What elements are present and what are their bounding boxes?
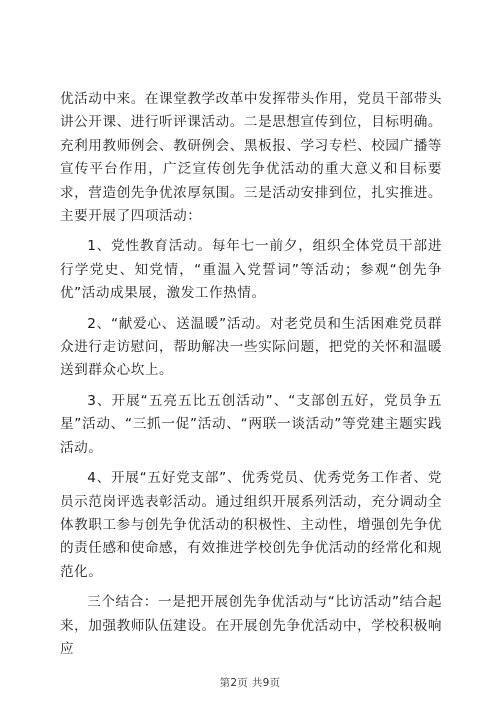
page-number-footer: 第2页 共9页: [219, 677, 281, 689]
document-body: [60, 88, 442, 668]
paragraph-three-combinations: 三个结合：一是把开展创先争优活动与“比访活动”结合起来，加强教师队伍建设。在开展创先争优活动中，学校积极响应: [60, 594, 442, 657]
paragraph-item-2: 2、“献爱心、送温暖”活动。对老党员和生活困难党员群众进行走访慰问，帮助解决一些实际问题，把党的关怀和温暖送到群众心坎上。: [60, 315, 442, 379]
paragraph-item-1: 1、党性教育活动。每年七一前夕，组织全体党员干部进行学党史、知党情，“重温入党誓词”等活动；参观“创先争优”活动成果展，激发工作热情。: [60, 238, 442, 302]
paragraph-item-4: 4、开展“五好党支部”、优秀党员、优秀党务工作者、党员示范岗评选表彰活动。通过组织开展系列活动，充分调动全体教职工参与创先争优活动的积极性、主动性，增强创先争优的责任感和使命感，有效推进学校创先争优活动的经常化和规范化。: [60, 470, 442, 580]
paragraph-item-3: 3、开展“五亮五比五创活动”、“支部创五好，党员争五星”活动、“三抓一促”活动、“两联一谈活动”等党建主题实践活动。: [60, 392, 442, 456]
paragraph-continuation: 优活动中来。在课堂教学改革中发挥带头作用，党员干部带头讲公开课、进行听评课活动。二是思想宣传到位，目标明确。充利用教师例会、教研例会、黑板报、学习专栏、校园广播等宣传平台作用，广泛宣传创先争优活动的重大意义和目标要求，营造创先争优浓厚氛围。三是活动安排到位，扎实推进。主要开展了四项活动：: [60, 91, 442, 225]
